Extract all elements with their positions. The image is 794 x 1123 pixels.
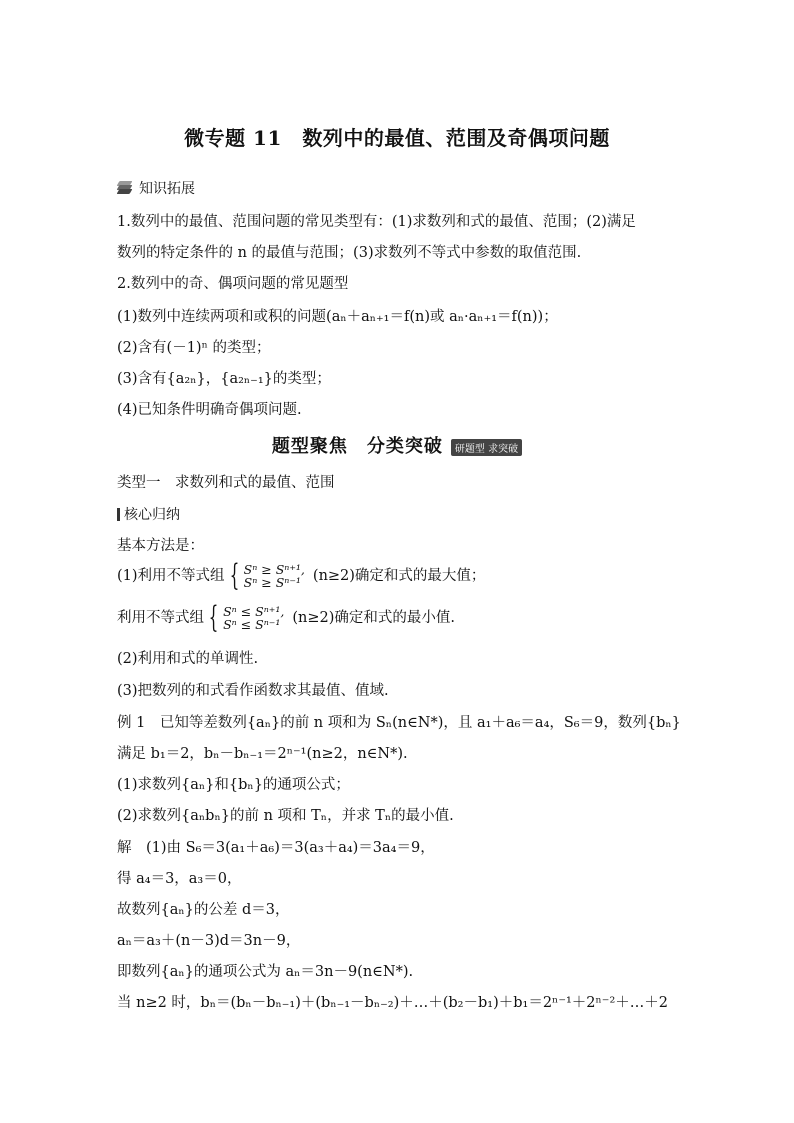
bar-marker <box>117 508 120 521</box>
inequality-system-1 <box>244 563 305 589</box>
solution-5: 即数列{aₙ}的通项公式为 aₙ＝3n－9(n∈N*). <box>117 964 414 980</box>
example-line-1: 例 1 已知等差数列{aₙ}的前 n 项和为 Sₙ(n∈N*)，且 a₁＋a₆＝a₄，S₆＝9，数列{bₙ} <box>117 715 681 731</box>
solution-4: aₙ＝a₃＋(n－3)d＝3n－9， <box>117 933 301 949</box>
core-label-text: 核心归纳 <box>124 507 180 523</box>
core-label <box>117 504 180 524</box>
type1-heading: 类型一 求数列和式的最值、范围 <box>117 475 335 491</box>
layers-icon <box>117 181 133 195</box>
inequality-system-2 <box>223 605 284 631</box>
question-2: (2)求数列{aₙbₙ}的前 n 项和 Tₙ，并求 Tₙ的最小值. <box>117 808 454 824</box>
knowledge-p1-line1: 1.数列中的最值、范围问题的常见类型有：(1)求数列和式的最值、范围；(2)满足 <box>117 214 636 230</box>
brace-icon: { <box>229 558 239 593</box>
solution-3: 故数列{aₙ}的公差 d＝3， <box>117 902 290 918</box>
method-1 <box>117 558 486 593</box>
focus-tag: 研题型 求突破 <box>451 439 522 456</box>
method-2-post: (n≥2)确定和式的最小值. <box>292 610 455 626</box>
system-1-row-1: Sⁿ ≥ Sⁿ⁺¹, <box>243 562 305 577</box>
method-1-post: (n≥2)确定和式的最大值； <box>312 568 486 584</box>
knowledge-item-1: (1)数列中连续两项和或积的问题(aₙ＋aₙ₊₁＝f(n)或 aₙ·aₙ₊₁＝f(n))； <box>117 309 558 325</box>
focus-heading <box>0 432 794 458</box>
method-2 <box>117 600 455 635</box>
method-2-pre: 利用不等式组 <box>117 610 204 626</box>
knowledge-item-3: (3)含有{a₂ₙ}，{a₂ₙ₋₁}的类型； <box>117 371 331 387</box>
knowledge-heading <box>117 178 195 198</box>
knowledge-p1-line2: 数列的特定条件的 n 的最值与范围；(3)求数列不等式中参数的取值范围. <box>117 245 582 261</box>
knowledge-item-4: (4)已知条件明确奇偶项问题. <box>117 402 302 418</box>
method-3: (2)利用和式的单调性. <box>117 651 259 667</box>
method-1-pre: (1)利用不等式组 <box>117 568 225 584</box>
method-4: (3)把数列的和式看作函数求其最值、值域. <box>117 683 389 699</box>
system-2-row-1: Sⁿ ≤ Sⁿ⁺¹, <box>223 604 285 619</box>
focus-heading-label: 题型聚焦 分类突破 <box>271 436 443 457</box>
question-1: (1)求数列{aₙ}和{bₙ}的通项公式； <box>117 777 350 793</box>
brace-icon: { <box>208 600 219 635</box>
example-line-2: 满足 b₁＝2，bₙ－bₙ₋₁＝2ⁿ⁻¹(n≥2，n∈N*). <box>117 746 408 762</box>
knowledge-item-2: (2)含有(－1)ⁿ 的类型； <box>117 340 271 356</box>
system-2-row-2: Sⁿ ≤ Sⁿ⁻¹ <box>223 617 281 632</box>
system-1-row-2: Sⁿ ≥ Sⁿ⁻¹ <box>243 575 301 590</box>
solution-2: 得 a₄＝3，a₃＝0， <box>117 871 242 887</box>
solution-6: 当 n≥2 时，bₙ＝(bₙ－bₙ₋₁)＋(bₙ₋₁－bₙ₋₂)＋…＋(b₂－b₁)＋b₁＝2ⁿ⁻¹＋2ⁿ⁻²＋…＋2 <box>117 995 668 1011</box>
solution-1: 解 (1)由 S₆＝3(a₁＋a₆)＝3(a₃＋a₄)＝3a₄＝9， <box>117 840 435 856</box>
knowledge-heading-label: 知识拓展 <box>139 181 195 197</box>
page-title: 微专题 11 数列中的最值、范围及奇偶项问题 <box>184 126 610 150</box>
method-intro: 基本方法是： <box>117 538 204 554</box>
knowledge-p2: 2.数列中的奇、偶项问题的常见题型 <box>117 276 349 292</box>
